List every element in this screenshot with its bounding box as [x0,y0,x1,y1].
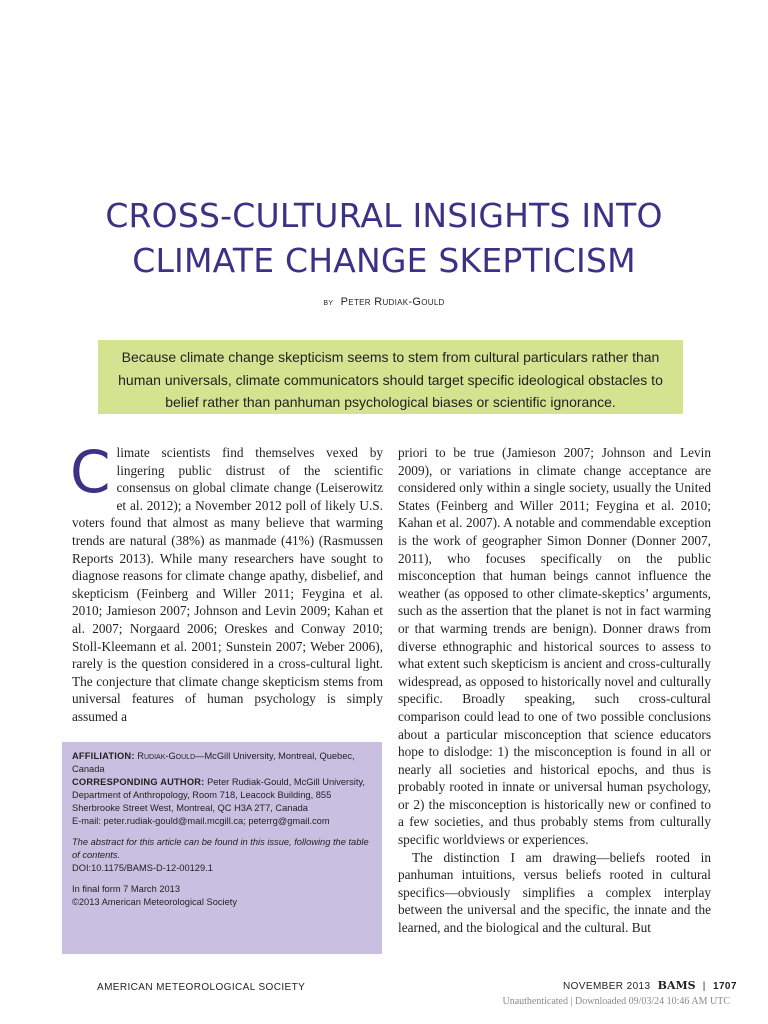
abstract-note: The abstract for this article can be found in this issue, following the table of contents. [72,837,369,860]
footer-separator: | [702,981,706,992]
affiliation-line [72,750,374,776]
byline-prefix: by [323,297,334,308]
affiliation-box [62,742,382,954]
final-form-line: In final form 7 March 2013 [72,884,180,894]
abstract-box [98,340,683,414]
copyright-line: ©2013 American Meteorological Society [72,897,237,907]
journal-logo: BAMS [657,979,696,992]
page-number: 1707 [712,981,737,992]
affiliation-label: AFFILIATION: [72,751,135,761]
corresponding-author-label: CORRESPONDING AUTHOR: [72,777,205,787]
author-name: Peter Rudiak-Gould [340,296,445,308]
article-title [40,193,728,283]
footer-issue [563,979,737,992]
affiliation-text: —McGill University, Montreal, Quebec, Canada [72,751,355,774]
body-paragraph-2: priori to be true (Jamieson 2007; Johnson and Levin 2009), or variations in climate change acceptance are considered only within a single society, usually the United States (Feinberg and Willer 2011; Feygina et al. 2010; Kahan et al. 2007). A notable and commendable exception is the work of geographer Simon Donner (Donner 2007, 2011), who focuses specifically on the public misconception that human beings cannot influence the weather (as opposed to other climate-skeptics’ arguments, such as the assertion that the planet is not in fact warming or that warming trends are benign). Donner draws from diverse ethnographic and historical sources to assess to what extent such skepticism is ancient and cross-culturally widespread, as opposed to historically novel and culturally specific. Broadly speaking, such cross-cultural comparison could lead to one of two possible conclusions about a particular misconception that science educators hope to dislodge: 1) the misconception is found in all or nearly all societies and historical epochs, and thus is probably rooted in innate or universal human psychology, or 2) the misconception is historically new or confined to a few societies, and thus probably stems from culturally specific worldviews or experiences. [398,445,711,848]
download-stamp: Unauthenticated | Downloaded 09/03/24 10:46 AM UTC [502,996,730,1007]
affiliation-name: Rudiak-Gould [137,751,196,761]
corresponding-author-text: Peter Rudiak-Gould, McGill University, Department of Anthropology, Room 718, Leacock Building, 855 Sherbrooke Street West, Montreal, QC H3A 2T7, Canada [72,777,365,813]
title-line-2: CLIMATE CHANGE SKEPTICISM [132,241,636,280]
footer-society: AMERICAN METEOROLOGICAL SOCIETY [97,982,306,993]
corresponding-author-line [72,776,374,815]
body-column-1 [70,438,383,726]
body-column-2 [398,444,711,937]
title-line-1: CROSS-CULTURAL INSIGHTS INTO [105,196,663,235]
body-paragraph-3: The distinction I am drawing—beliefs rooted in panhuman intuitions, versus beliefs rooted in cultural specifics—obviously simplifies a complex interplay between the universal and the specific, the innate and the learned, and the biological and the cultural. But [398,849,711,936]
abstract-text: Because climate change skepticism seems to stem from cultural particulars rather than human universals, climate communicators should target specific ideological obstacles to belief rather than panhuman psychological biases or scientific ignorance. [118,349,663,410]
drop-cap: C [70,438,111,506]
byline [0,296,768,308]
doi-line: DOI:10.1175/BAMS-D-12-00129.1 [72,863,213,873]
email-line: E-mail: peter.rudiak-gould@mail.mcgill.ca; peterrg@gmail.com [72,816,330,826]
footer-date: NOVEMBER 2013 [563,981,651,992]
body-paragraph-1: limate scientists find themselves vexed by lingering public distrust of the scientific consensus on global climate change (Leiserowitz et al. 2012); a November 2012 poll of likely U.S. voters found that almost as many believe that warming trends are natural (38%) as manmade (41%) (Rasmussen Reports 2013). While many researchers have sought to diagnose reasons for climate change apathy, disbelief, and skepticism (Feinberg and Willer 2011; Feygina et al. 2010; Jamieson 2007; Johnson and Levin 2009; Kahan et al. 2007; Norgaard 2006; Oreskes and Conway 2010; Stoll-Kleemann et al. 2001; Sunstein 2007; Weber 2006), rarely is the question considered in a cross-cultural light. The conjecture that climate change skepticism stems from universal features of human psychology is simply assumed a [72,445,383,724]
